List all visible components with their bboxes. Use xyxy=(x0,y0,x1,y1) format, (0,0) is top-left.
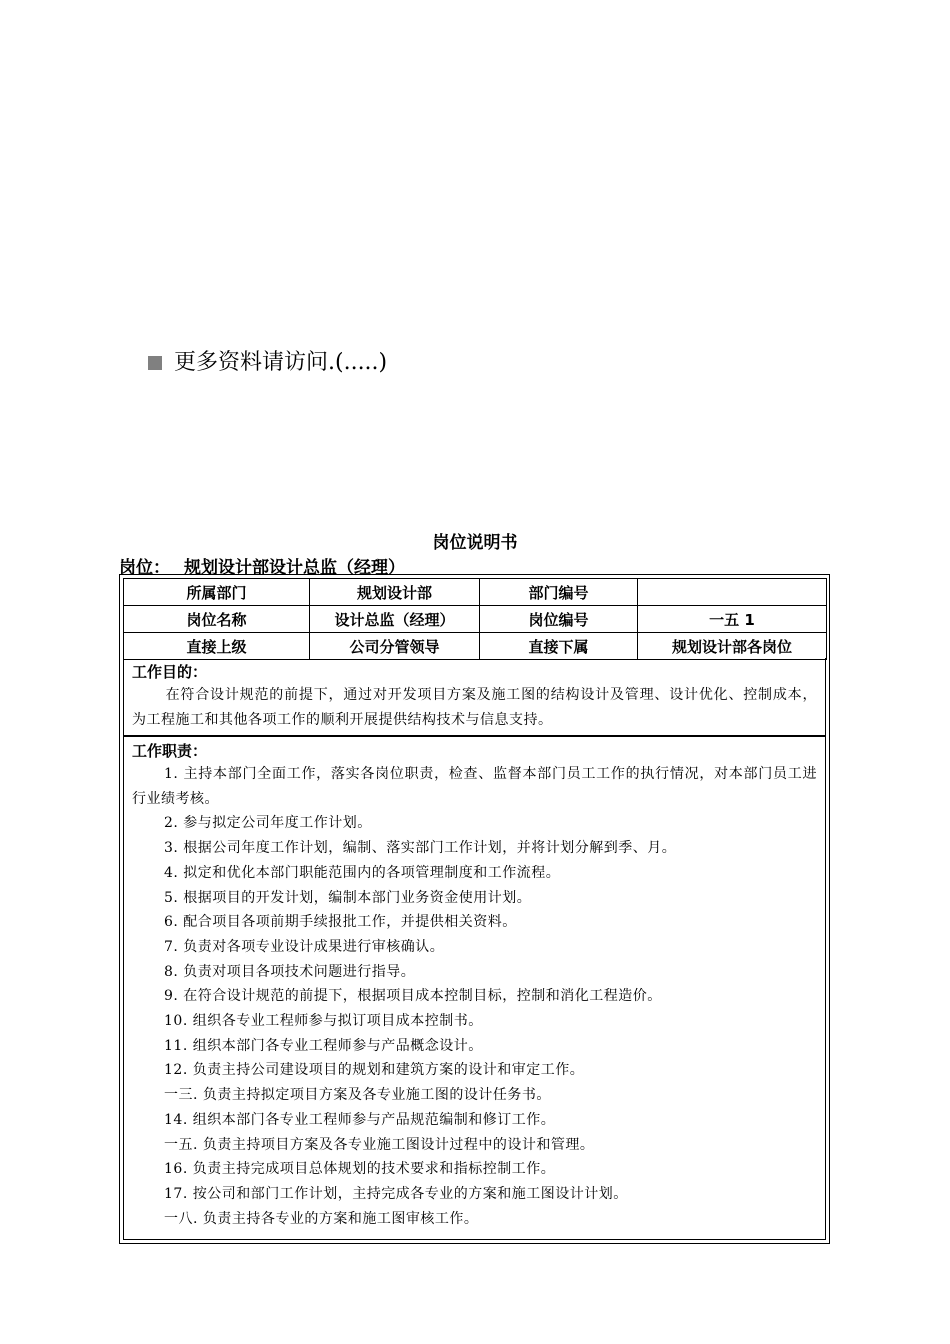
list-item: 2. 参与拟定公司年度工作计划。 xyxy=(164,815,372,832)
table-cell: 岗位名称 xyxy=(124,606,310,633)
table-cell: 所属部门 xyxy=(124,579,310,606)
info-table xyxy=(123,578,827,660)
list-item: 16. 负责主持完成项目总体规划的技术要求和指标控制工作。 xyxy=(164,1161,556,1178)
duty-list xyxy=(132,762,817,1231)
list-item: 一五. 负责主持项目方案及各专业施工图设计过程中的设计和管理。 xyxy=(164,1136,595,1153)
document-title: 岗位说明书 xyxy=(432,533,518,553)
table-cell: 岗位编号 xyxy=(480,606,638,633)
list-item: 12. 负责主持公司建设项目的规划和建筑方案的设计和审定工作。 xyxy=(164,1062,585,1079)
table-cell: 设计总监（经理） xyxy=(310,606,480,633)
list-item: 10. 组织各专业工程师参与拟订项目成本控制书。 xyxy=(164,1013,483,1030)
table-cell: 直接下属 xyxy=(480,633,638,660)
table-cell: 公司分管领导 xyxy=(310,633,480,660)
table-row xyxy=(124,579,827,606)
table-cell: 直接上级 xyxy=(124,633,310,660)
job-description-frame xyxy=(119,574,830,1244)
table-cell: 部门编号 xyxy=(480,579,638,606)
table-row xyxy=(124,606,827,633)
list-item: 6. 配合项目各项前期手续报批工作，并提供相关资料。 xyxy=(164,914,517,931)
list-item: 14. 组织本部门各专业工程师参与产品规范编制和修订工作。 xyxy=(164,1111,556,1128)
promo-banner xyxy=(148,346,387,380)
duties-section xyxy=(123,736,826,1240)
purpose-section xyxy=(123,658,826,736)
list-item: 一三. 负责主持拟定项目方案及各专业施工图的设计任务书。 xyxy=(164,1087,551,1104)
purpose-heading: 工作目的： xyxy=(132,663,208,681)
table-cell: 规划设计部各岗位 xyxy=(638,633,827,660)
table-row xyxy=(124,633,827,660)
table-cell xyxy=(638,579,827,606)
purpose-text: 在符合设计规范的前提下，通过对开发项目方案及施工图的结构设计及管理、设计优化、控制成本，为工程施工和其他各项工作的顺利开展提供结构技术与信息支持。 xyxy=(132,687,817,728)
list-item: 5. 根据项目的开发计划，编制本部门业务资金使用计划。 xyxy=(164,889,532,906)
list-item: 11. 组织本部门各专业工程师参与产品概念设计。 xyxy=(164,1037,483,1054)
list-item: 3. 根据公司年度工作计划，编制、落实部门工作计划，并将计划分解到季、月。 xyxy=(164,840,677,857)
duties-heading: 工作职责： xyxy=(132,742,208,760)
promo-banner-text: 更多资料请访问.(.....) xyxy=(174,350,388,375)
post-label: 岗位： xyxy=(119,558,170,578)
list-item: 4. 拟定和优化本部门职能范围内的各项管理制度和工作流程。 xyxy=(164,864,561,881)
list-item: 8. 负责对项目各项技术问题进行指导。 xyxy=(164,963,416,980)
table-cell: 一五 1 xyxy=(638,606,827,633)
list-item: 17. 按公司和部门工作计划，主持完成各专业的方案和施工图设计计划。 xyxy=(164,1185,628,1202)
post-value: 规划设计部设计总监（经理） xyxy=(184,558,405,578)
square-bullet-icon xyxy=(148,356,162,370)
list-item: 1. 主持本部门全面工作，落实各岗位职责，检查、监督本部门员工工作的执行情况，对本部门员工进行业绩考核。 xyxy=(132,766,817,807)
list-item: 9. 在符合设计规范的前提下，根据项目成本控制目标，控制和消化工程造价。 xyxy=(164,988,662,1005)
list-item: 7. 负责对各项专业设计成果进行审核确认。 xyxy=(164,938,445,955)
list-item: 一八. 负责主持各专业的方案和施工图审核工作。 xyxy=(164,1210,479,1227)
table-cell: 规划设计部 xyxy=(310,579,480,606)
